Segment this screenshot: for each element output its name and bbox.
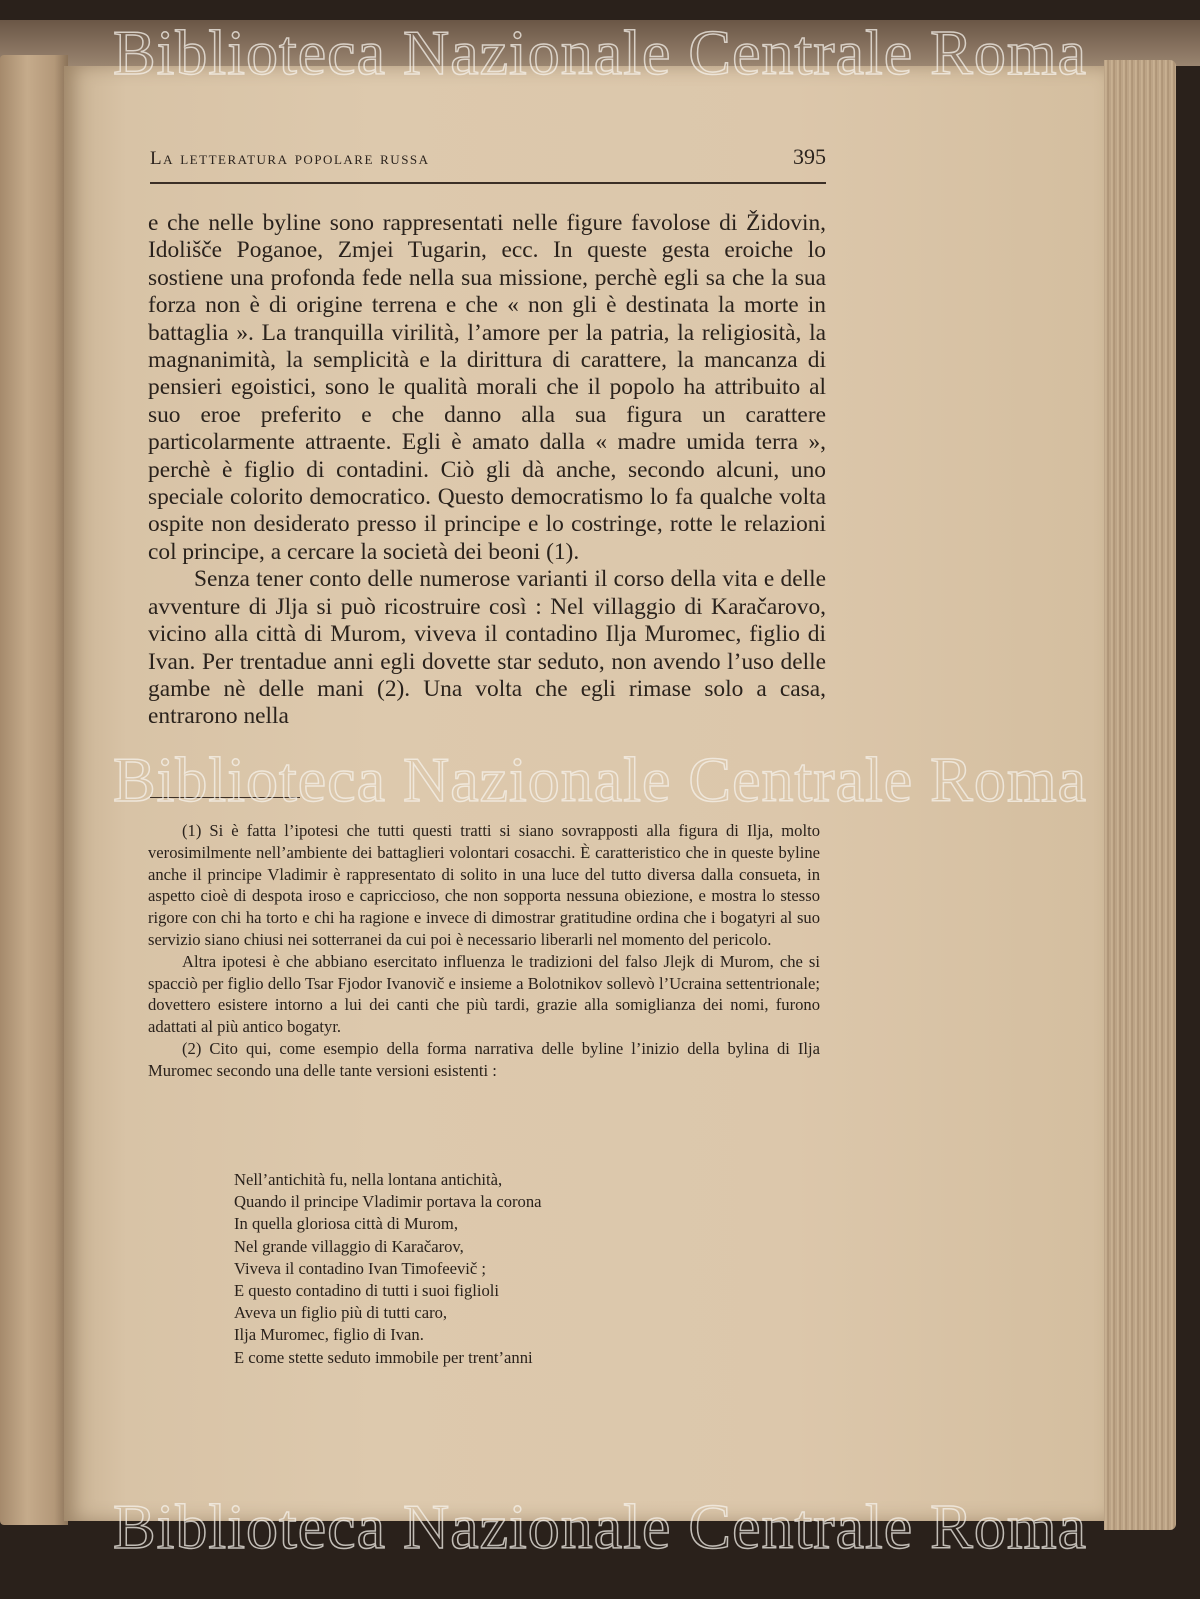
running-title: La letteratura popolare russa (150, 148, 430, 169)
main-text (148, 210, 826, 731)
watermark-bottom: Biblioteca Nazionale Centrale Roma (112, 1491, 1088, 1562)
verse-line: Nel grande villaggio di Karačarov, (234, 1236, 464, 1256)
verse-line: E questo contadino di tutti i suoi figlioli (234, 1281, 500, 1301)
book-top-edge (0, 20, 1200, 66)
footnote-2: (2) Cito qui, come esempio della forma narrativa delle byline l’inizio della bylina di Ilja Muromec secondo una delle tante versioni esistenti : (148, 1038, 820, 1080)
verse-line: Quando il principe Vladimir portava la corona (234, 1192, 542, 1212)
left-page-edge (0, 55, 68, 1525)
paragraph-1: e che nelle byline sono rappresentati nelle figure favolose di Židovin, Idolišče Poganoe, Zmjei Tugarin, ecc. In queste gesta eroiche lo sostiene una profonda fede nella sua missione, perchè egli sa che la sua forza non è di origine terrena e che « non gli è destinata la morte in battaglia ». La tranquilla virilità, l’amore per la patria, la religiosità, la magnanimità, la semplicità e la dirittura di carattere, la mancanza di pensieri egoistici, sono le qualità morali che il popolo ha attribuito al suo eroe preferito e che danno alla sua figura un carattere particolarmente attraente. Egli è amato dalla « madre umida terra », perchè è figlio di contadini. Ciò gli dà anche, secondo alcuni, uno speciale colorito democratico. Questo democratismo lo fa qualche volta ospite non desiderato presso il principe e lo costringe, rotte le relazioni col principe, a cercare la società dei beoni (1). (148, 210, 826, 565)
page-number: 395 (793, 144, 826, 169)
verse-line: Viveva il contadino Ivan Timofeevič ; (234, 1258, 487, 1278)
verse-line: Ilja Muromec, figlio di Ivan. (234, 1325, 424, 1345)
verse-line: Nell’antichità fu, nella lontana antichità, (234, 1170, 503, 1189)
footnotes (148, 820, 820, 1082)
verse-line: E come stette seduto immobile per trent’anni (234, 1347, 533, 1367)
footnote-1: (1) Si è fatta l’ipotesi che tutti questi tratti si siano sovrapposti alla figura di Ilja, molto verosimilmente nell’ambiente dei battaglieri volontari cosacchi. È caratteristico che in queste byline anche il principe Vladimir è rappresentato di solito in una luce del tutto diversa dalla consueta, in aspetto cioè di despota iroso e capriccioso, che non sopporta nessuna obiezione, e mostra lo stesso rigore con chi ha torto e chi ha ragione e invece di dimostrar gratitudine ordina che i bogatyri al suo servizio siano chiusi nei sotterranei da cui poi è necessario liberarli nel momento del pericolo. (148, 821, 820, 949)
running-header (150, 144, 826, 184)
verse-quote (234, 1169, 542, 1369)
verse-line: In quella gloriosa città di Murom, (234, 1214, 458, 1234)
page-stack-edge (1104, 60, 1176, 1530)
footnote-1-continued: Altra ipotesi è che abbiano esercitato influenza le tradizioni del falso Jlejk di Murom, che si spacciò per figlio dello Tsar Fjodor Ivanovič e insieme a Bolotnikov sollevò l’Ucraina settentrionale; dovettero esistere intorno a lui dei canti che più tardi, grazie alla somiglianza dei nomi, furono adattati al più antico bogatyr. (148, 951, 820, 1037)
footnote-divider (150, 797, 300, 798)
paragraph-2: Senza tener conto delle numerose varianti il corso della vita e delle avventure di Jlja si può ricostruire così : Nel villaggio di Karačarovo, vicino alla città di Murom, viveva il contadino Ilja Muromec, figlio di Ivan. Per trentadue anni egli dovette star seduto, non avendo l’uso delle gambe nè delle mani (2). Una volta che egli rimase solo a casa, entrarono nella (148, 566, 826, 730)
verse-line: Aveva un figlio più di tutti caro, (234, 1303, 448, 1323)
